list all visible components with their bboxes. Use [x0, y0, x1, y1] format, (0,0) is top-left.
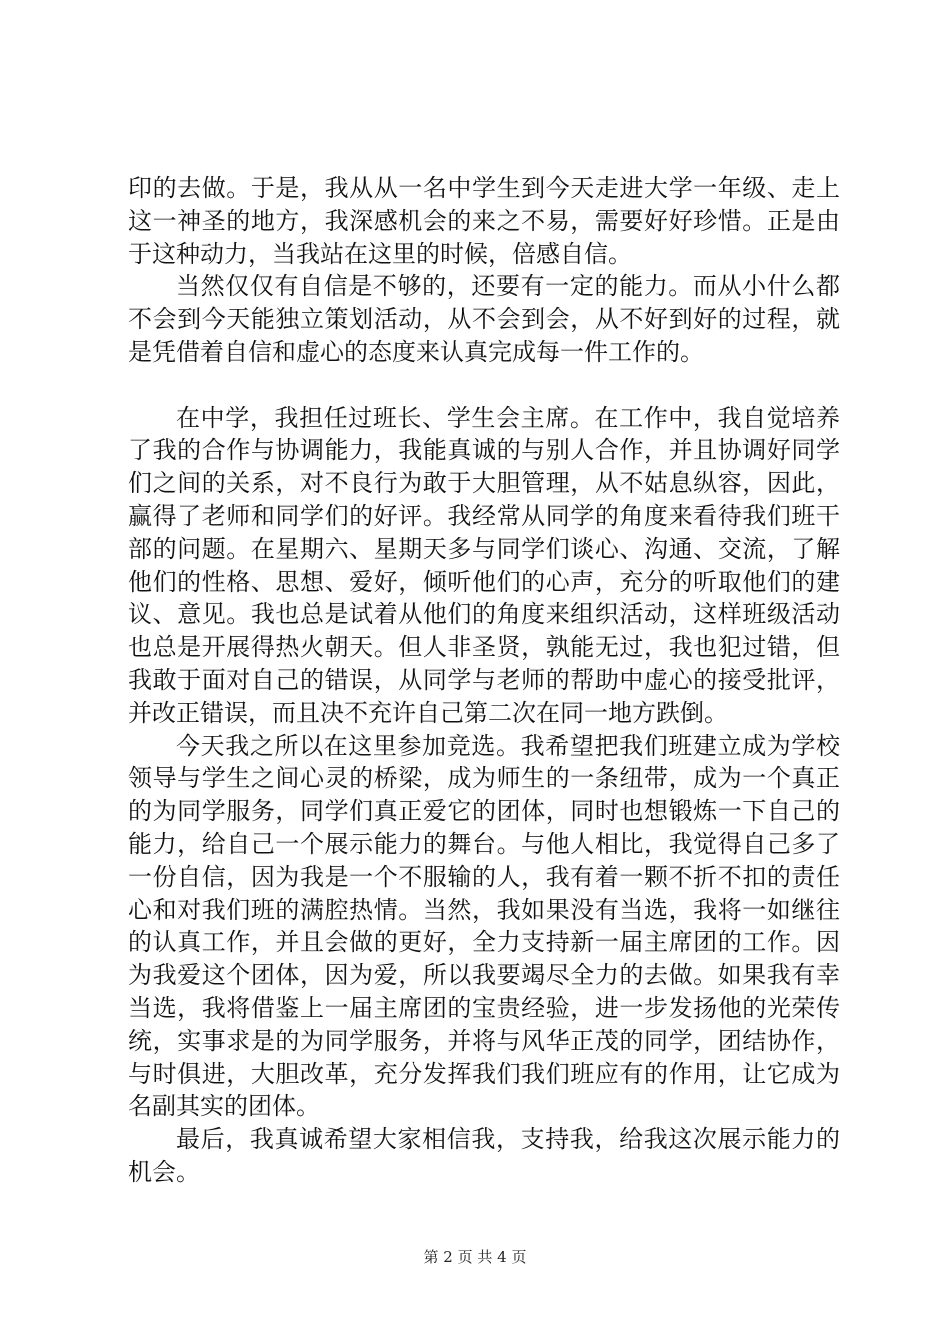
paragraph-experience: 在中学，我担任过班长、学生会主席。在工作中，我自觉培养了我的合作与协调能力，我能真诚的与别人合作，并且协调好同学们之间的关系，对不良行为敢于大胆管理，从不姑息纵容，因此，赢得了老师和同学们的好评。我经常从同学的角度来看待我们班干部的问题。在星期六、星期天多与同学们谈心、沟通、交流，了解他们的性格、思想、爱好，倾听他们的心声，充分的听取他们的建议、意见。我也总是试着从他们的角度来组织活动，这样班级活动也总是开展得热火朝天。但人非圣贤，孰能无过，我也犯过错，但我敢于面对自己的错误，从同学与老师的帮助中虚心的接受批评，并改正错误，而且决不充许自己第二次在同一地方跌倒。	[128, 403, 840, 727]
page-number-footer: 第 2 页 共 4 页	[423, 1248, 527, 1266]
paragraph-ability: 当然仅仅有自信是不够的，还要有一定的能力。而从小什么都不会到今天能独立策划活动，从不会到会，从不好到好的过程，就是凭借着自信和虚心的态度来认真完成每一件工作的。	[128, 272, 840, 366]
document-body	[128, 172, 840, 1189]
paragraph-motivation: 今天我之所以在这里参加竞选。我希望把我们班建立成为学校领导与学生之间心灵的桥梁，成为师生的一条纽带，成为一个真正的为同学服务，同学们真正爱它的团体，同时也想锻炼一下自己的能力，给自己一个展示能力的舞台。与他人相比，我觉得自己多了一份自信，因为我是一个不服输的人，我有着一颗不折不扣的责任心和对我们班的满腔热情。当然，我如果没有当选，我将一如继往的认真工作，并且会做的更好，全力支持新一届主席团的工作。因为我爱这个团体，因为爱，所以我要竭尽全力的去做。如果我有幸当选，我将借鉴上一届主席团的宝贵经验，进一步发扬他的光荣传统，实事求是的为同学服务，并将与风华正茂的同学，团结协作，与时俱进，大胆改革，充分发挥我们我们班应有的作用，让它成为名副其实的团体。	[128, 731, 840, 1121]
paragraph-closing: 最后，我真诚希望大家相信我，支持我，给我这次展示能力的机会。	[128, 1125, 840, 1186]
paragraph-continuation: 印的去做。于是，我从从一名中学生到今天走进大学一年级、走上这一神圣的地方，我深感机会的来之不易，需要好好珍惜。正是由于这种动力，当我站在这里的时候，倍感自信。	[128, 174, 840, 268]
